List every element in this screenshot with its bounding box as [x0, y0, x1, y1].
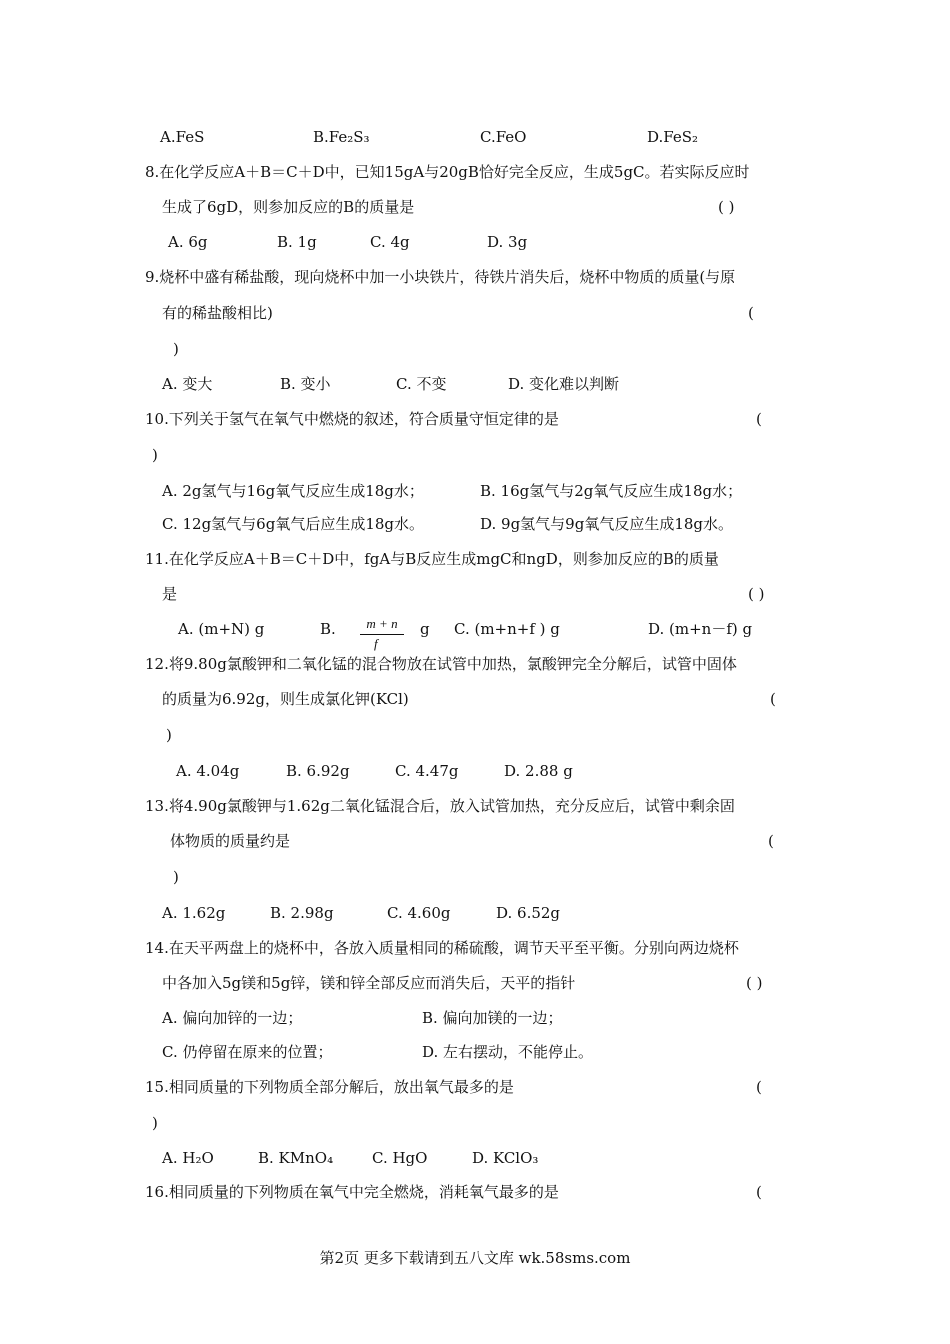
q10-option-b: B. 16g氢气与2g氧气反应生成18g水； [480, 482, 743, 500]
q11-stem-line1: 11.在化学反应A＋B＝C＋D中，fgA与B反应生成mgC和ngD，则参加反应的B的质量 [145, 550, 719, 568]
q9-option-a: A. 变大 [162, 375, 213, 393]
q13-bracket-open: ( [768, 832, 774, 850]
q12-option-c: C. 4.47g [395, 762, 459, 780]
q9-bracket-open: ( [748, 304, 754, 322]
fraction-denominator: f [374, 636, 378, 651]
q15-option-c: C. HgO [372, 1149, 428, 1167]
q7-option-a: A.FeS [160, 128, 205, 146]
q9-option-b: B. 变小 [280, 375, 331, 393]
q14-option-d: D. 左右摆动，不能停止。 [422, 1043, 594, 1061]
q11-stem-line2: 是 [162, 585, 178, 603]
q14-stem-line2: 中各加入5g镁和5g锌，镁和锌全部反应而消失后，天平的指针 [162, 974, 576, 992]
q13-option-d: D. 6.52g [496, 904, 561, 922]
q15-option-d: D. KClO₃ [472, 1149, 539, 1167]
q9-stem-line1: 9.烧杯中盛有稀盐酸，现向烧杯中加一小块铁片，待铁片消失后，烧杯中物质的质量(与原 [145, 268, 736, 286]
q13-option-c: C. 4.60g [387, 904, 451, 922]
q14-answer-bracket: ( ) [746, 974, 763, 992]
q13-stem-line1: 13.将4.90g氯酸钾与1.62g二氧化锰混合后，放入试管加热，充分反应后，试管中剩余固 [145, 797, 735, 815]
q11-option-b-fraction [360, 616, 404, 656]
fraction-numerator: m + n [366, 616, 398, 631]
q16-bracket-open: ( [756, 1183, 762, 1201]
q7-option-b: B.Fe₂S₃ [313, 128, 370, 146]
q10-option-d: D. 9g氢气与9g氧气反应生成18g水。 [480, 515, 734, 533]
q12-option-d: D. 2.88 g [504, 762, 573, 780]
q9-option-d: D. 变化难以判断 [508, 375, 620, 393]
q13-option-b: B. 2.98g [270, 904, 334, 922]
q10-bracket-open: ( [756, 410, 762, 428]
q15-bracket-close: ) [152, 1114, 158, 1132]
q8-option-d: D. 3g [487, 233, 528, 251]
q14-option-c: C. 仍停留在原来的位置； [162, 1043, 333, 1061]
fraction-bar [360, 634, 404, 635]
q9-option-c: C. 不变 [396, 375, 447, 393]
q15-option-b: B. KMnO₄ [258, 1149, 334, 1167]
q12-option-b: B. 6.92g [286, 762, 350, 780]
q13-stem-line2: 体物质的质量约是 [170, 832, 291, 850]
q8-answer-bracket: ( ) [718, 198, 735, 216]
q11-option-c: C. (m+n+f ) g [454, 620, 560, 638]
q13-option-a: A. 1.62g [162, 904, 226, 922]
q15-stem-line1: 15.相同质量的下列物质全部分解后，放出氧气最多的是 [145, 1078, 514, 1096]
q10-option-c: C. 12g氢气与6g氧气后应生成18g水。 [162, 515, 425, 533]
q8-stem-line1: 8.在化学反应A＋B＝C＋D中，已知15gA与20gB恰好完全反应，生成5gC。若实际反应时 [145, 163, 750, 181]
q8-option-c: C. 4g [370, 233, 410, 251]
q9-stem-line2: 有的稀盐酸相比) [162, 304, 273, 322]
q12-bracket-open: ( [770, 690, 776, 708]
q8-option-a: A. 6g [168, 233, 208, 251]
q14-stem-line1: 14.在天平两盘上的烧杯中，各放入质量相同的稀硫酸，调节天平至平衡。分别向两边烧杯 [145, 939, 739, 957]
q11-option-d: D. (m+n－f) g [648, 620, 753, 638]
q15-bracket-open: ( [756, 1078, 762, 1096]
q7-option-c: C.FeO [480, 128, 527, 146]
q13-bracket-close: ) [173, 868, 179, 886]
q10-option-a: A. 2g氢气与16g氧气反应生成18g水； [162, 482, 424, 500]
q10-bracket-close: ) [152, 446, 158, 464]
q11-option-b-unit: g [420, 620, 430, 638]
q16-stem-line1: 16.相同质量的下列物质在氧气中完全燃烧，消耗氧气最多的是 [145, 1183, 559, 1201]
q11-option-a: A. (m+N) g [178, 620, 265, 638]
q12-stem-line1: 12.将9.80g氯酸钾和二氧化锰的混合物放在试管中加热，氯酸钾完全分解后，试管中固体 [145, 655, 737, 673]
q12-option-a: A. 4.04g [176, 762, 240, 780]
q12-stem-line2: 的质量为6.92g，则生成氯化钾(KCl) [162, 690, 409, 708]
q14-option-b: B. 偏向加镁的一边； [422, 1009, 563, 1027]
q15-option-a: A. H₂O [162, 1149, 214, 1167]
q14-option-a: A. 偏向加锌的一边； [162, 1009, 303, 1027]
q8-option-b: B. 1g [277, 233, 317, 251]
q9-bracket-close: ) [173, 340, 179, 358]
q8-stem-line2: 生成了6gD，则参加反应的B的质量是 [162, 198, 415, 216]
q10-stem-line1: 10.下列关于氢气在氧气中燃烧的叙述，符合质量守恒定律的是 [145, 410, 559, 428]
q11-answer-bracket: ( ) [748, 585, 765, 603]
q11-option-b-label: B. [320, 620, 336, 638]
q12-bracket-close: ) [166, 726, 172, 744]
page-footer: 第2页 更多下载请到五八文库 wk.58sms.com [319, 1249, 631, 1267]
q7-option-d: D.FeS₂ [647, 128, 699, 146]
